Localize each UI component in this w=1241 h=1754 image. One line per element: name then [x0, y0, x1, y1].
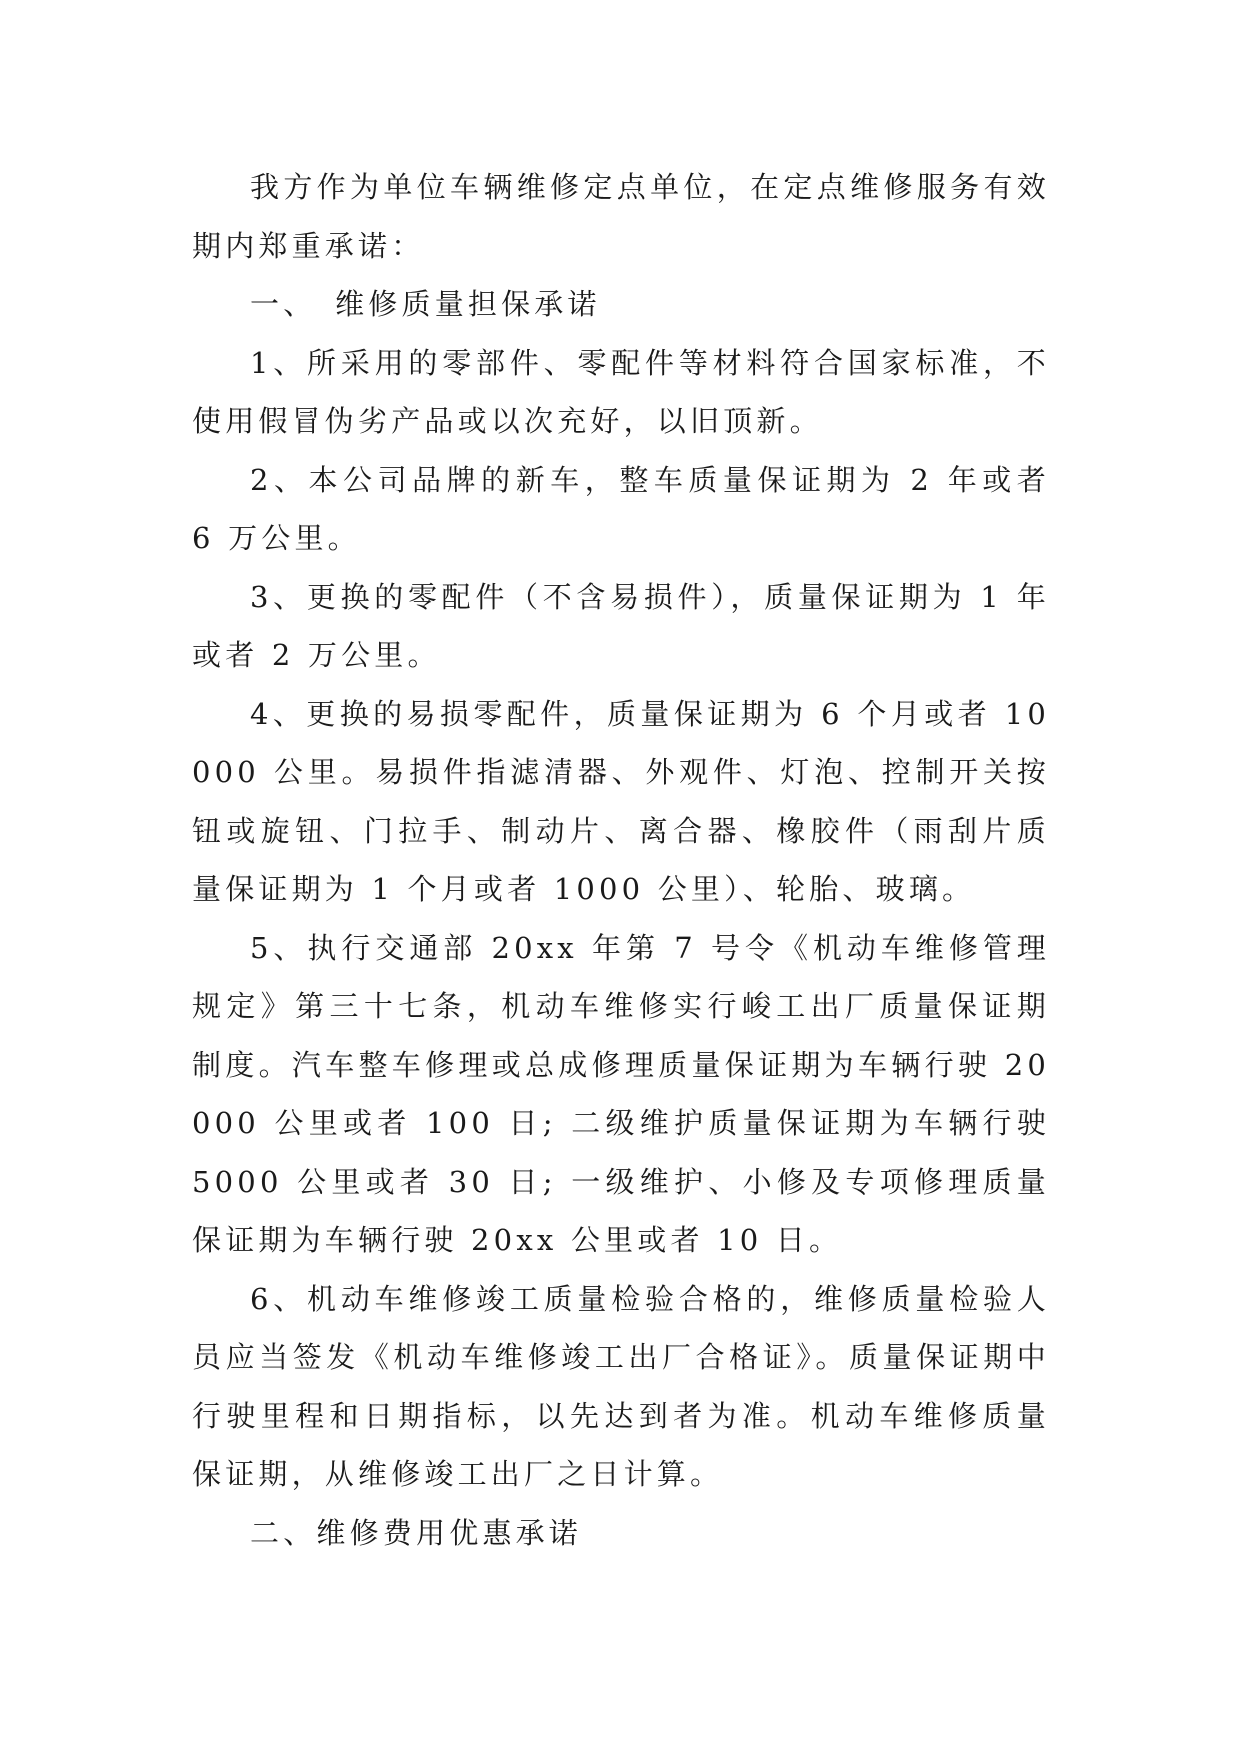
- section-heading-fees: 二、维修费用优惠承诺: [250, 1515, 583, 1550]
- clause-4-paragraph: 4、更换的易损零配件，质量保证期为 6 个月或者 10000 公里。易损件指滤清器、外观件、灯泡、控制开关按钮或旋钮、门拉手、制动片、离合器、橡胶件（雨刮片质量保证期为 1 个月或者 1000 公里）、轮胎、玻璃。: [192, 696, 1050, 906]
- clause-5-paragraph: 5、执行交通部 20xx 年第 7 号令《机动车维修管理规定》第三十七条，机动车维修实行峻工出厂质量保证期制度。汽车整车修理或总成修理质量保证期为车辆行驶 20000 公里或者 100 日; 二级维护质量保证期为车辆行驶 5000 公里或者 30 日; 一级维护、小修及专项修理质量保证期为车辆行驶 20xx 公里或者 10 日。: [192, 930, 1050, 1257]
- clause-6-paragraph: 6、机动车维修竣工质量检验合格的，维修质量检验人员应当签发《机动车维修竣工出厂合格证》。质量保证期中行驶里程和日期指标，以先达到者为准。机动车维修质量保证期，从维修竣工出厂之日计算。: [192, 1281, 1050, 1491]
- clause-1-paragraph: 1、所采用的零部件、零配件等材料符合国家标准，不使用假冒伪劣产品或以次充好，以旧顶新。: [192, 345, 1050, 438]
- section-heading-quality: 一、 维修质量担保承诺: [250, 287, 601, 321]
- clause-3-paragraph: 3、更换的零配件（不含易损件），质量保证期为 1 年或者 2 万公里。: [192, 579, 1050, 672]
- intro-paragraph: 我方作为单位车辆维修定点单位，在定点维修服务有效期内郑重承诺：: [192, 170, 1050, 263]
- clause-2-paragraph: 2、本公司品牌的新车，整车质量保证期为 2 年或者 6 万公里。: [192, 462, 1050, 555]
- document-body: [192, 158, 1050, 1562]
